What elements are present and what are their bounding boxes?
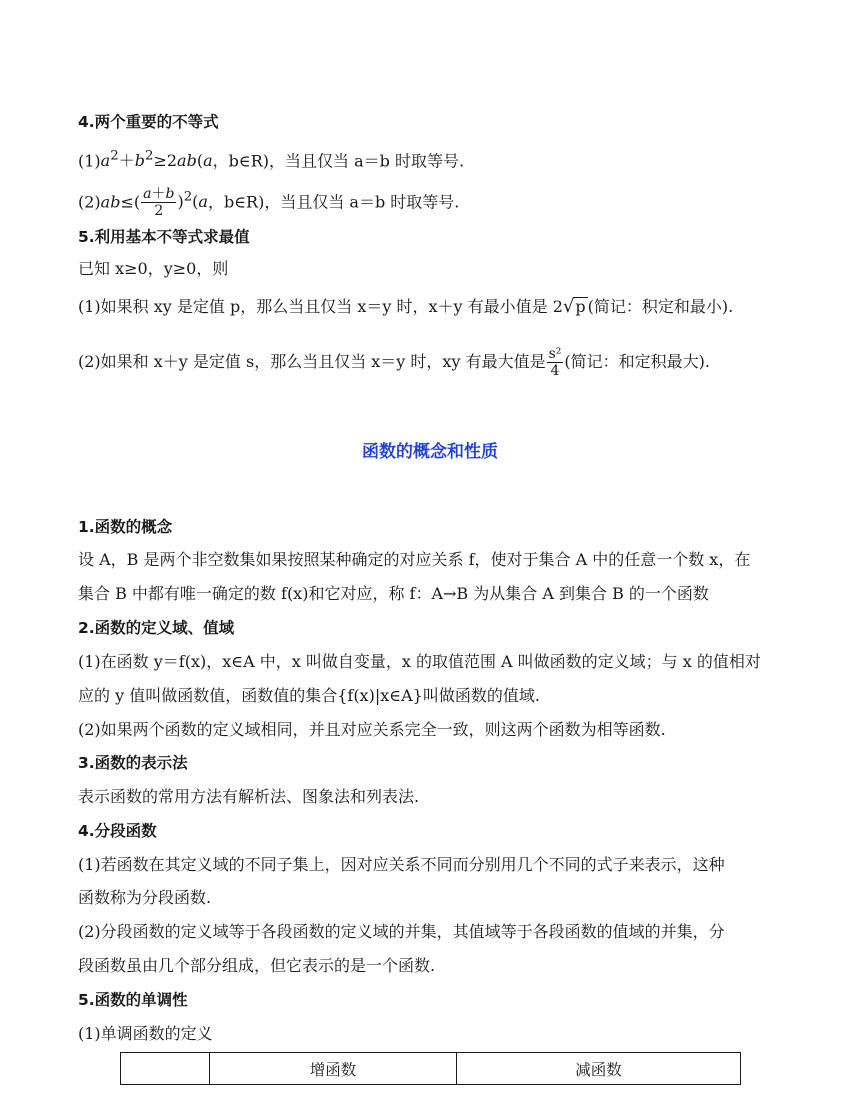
extreme-item-2-note: (简记：和定积最大). <box>564 352 710 371</box>
paragraph-line: 集合 B 中都有唯一确定的数 f(x)和它对应，称 f：A→B 为从集合 A 到集合 B 的一个函数 <box>78 584 709 603</box>
paragraph-line: 段函数虽由几个部分组成，但它表示的是一个函数. <box>78 956 436 975</box>
section-heading-monotonicity: 5.函数的单调性 <box>78 991 188 1009</box>
fraction-a-plus-b-over-2: $\frac{a+b}{2}$ <box>143 186 175 220</box>
table-header-increasing: 增函数 <box>210 1053 457 1085</box>
formula-square-paren: )$^2$(a <box>177 190 208 212</box>
paragraph-line: 设 A，B 是两个非空数集如果按照某种确定的对应关系 f，使对于集合 A 中的任意一个数 x，在 <box>78 550 751 569</box>
chapter-title: 函数的概念和性质 <box>362 442 498 462</box>
extreme-item-2 <box>78 342 710 382</box>
inequality-item-2-tail: ，b∈R)，当且仅当 a＝b 时取等号. <box>207 192 460 212</box>
fraction-denominator: 4 <box>550 363 560 379</box>
paragraph-line: (2)分段函数的定义域等于各段函数的定义域的并集，其值域等于各段函数的值域的并集，分 <box>78 922 725 941</box>
monotonic-definition-table <box>120 1052 741 1085</box>
paragraph-line: (1)在函数 y＝f(x)，x∈A 中，x 叫做自变量，x 的取值范围 A 叫做函数的定义域；与 x 的值相对 <box>78 652 761 671</box>
sqrt-radicand: p <box>575 297 586 316</box>
item-prefix: (1) <box>78 151 101 171</box>
paragraph-line: (1)若函数在其定义域的不同子集上，因对应关系不同而分别用几个不同的式子来表示，这种 <box>78 855 725 874</box>
formula-ab-le: ab≤( <box>100 192 141 212</box>
item-prefix: (2) <box>78 192 101 212</box>
section-heading-extreme-values: 5.利用基本不等式求最值 <box>78 228 250 246</box>
table-header-blank <box>121 1053 210 1085</box>
extreme-item-2-text: (2)如果和 x＋y 是定值 s，那么当且仅当 x＝y 时，xy 有最大值是 <box>78 352 546 371</box>
table-header-decreasing: 减函数 <box>457 1053 741 1085</box>
formula-a2-b2: $a^2+b^2\ge 2ab(a$， <box>100 149 229 171</box>
extreme-intro: 已知 x≥0，y≥0，则 <box>78 259 229 278</box>
paragraph-line: (1)单调函数的定义 <box>78 1024 213 1043</box>
section-heading-domain-range: 2.函数的定义域、值域 <box>78 619 235 637</box>
extreme-item-1-text: (1)如果积 xy 是定值 p，那么当且仅当 x＝y 时，x＋y 有最小值是 2 <box>78 297 563 316</box>
section-heading-piecewise: 4.分段函数 <box>78 822 157 840</box>
inequality-item-1-tail: b∈R)，当且仅当 a＝b 时取等号. <box>228 151 465 171</box>
section-heading-representation: 3.函数的表示法 <box>78 754 188 772</box>
paragraph-line: (2)如果两个函数的定义域相同，并且对应关系完全一致，则这两个函数为相等函数. <box>78 720 666 739</box>
paragraph-line: 表示函数的常用方法有解析法、图象法和列表法. <box>78 787 420 806</box>
extreme-item-1 <box>78 294 733 320</box>
fraction-s2-over-4 <box>547 346 564 379</box>
inequality-item-2 <box>78 178 459 222</box>
section-heading-function-concept: 1.函数的概念 <box>78 518 173 536</box>
extreme-item-1-note: (简记：积定和最小). <box>587 297 734 316</box>
inequality-item-1 <box>78 146 464 172</box>
paragraph-line: 应的 y 值叫做函数值，函数值的集合{f(x)|x∈A}叫做函数的值域. <box>78 686 540 705</box>
table-row <box>121 1053 741 1085</box>
fraction-numerator: s² <box>548 346 562 362</box>
section-heading-inequalities: 4.两个重要的不等式 <box>78 113 219 131</box>
radical-sign-icon: √ <box>562 296 575 317</box>
paragraph-line: 函数称为分段函数. <box>78 888 212 907</box>
